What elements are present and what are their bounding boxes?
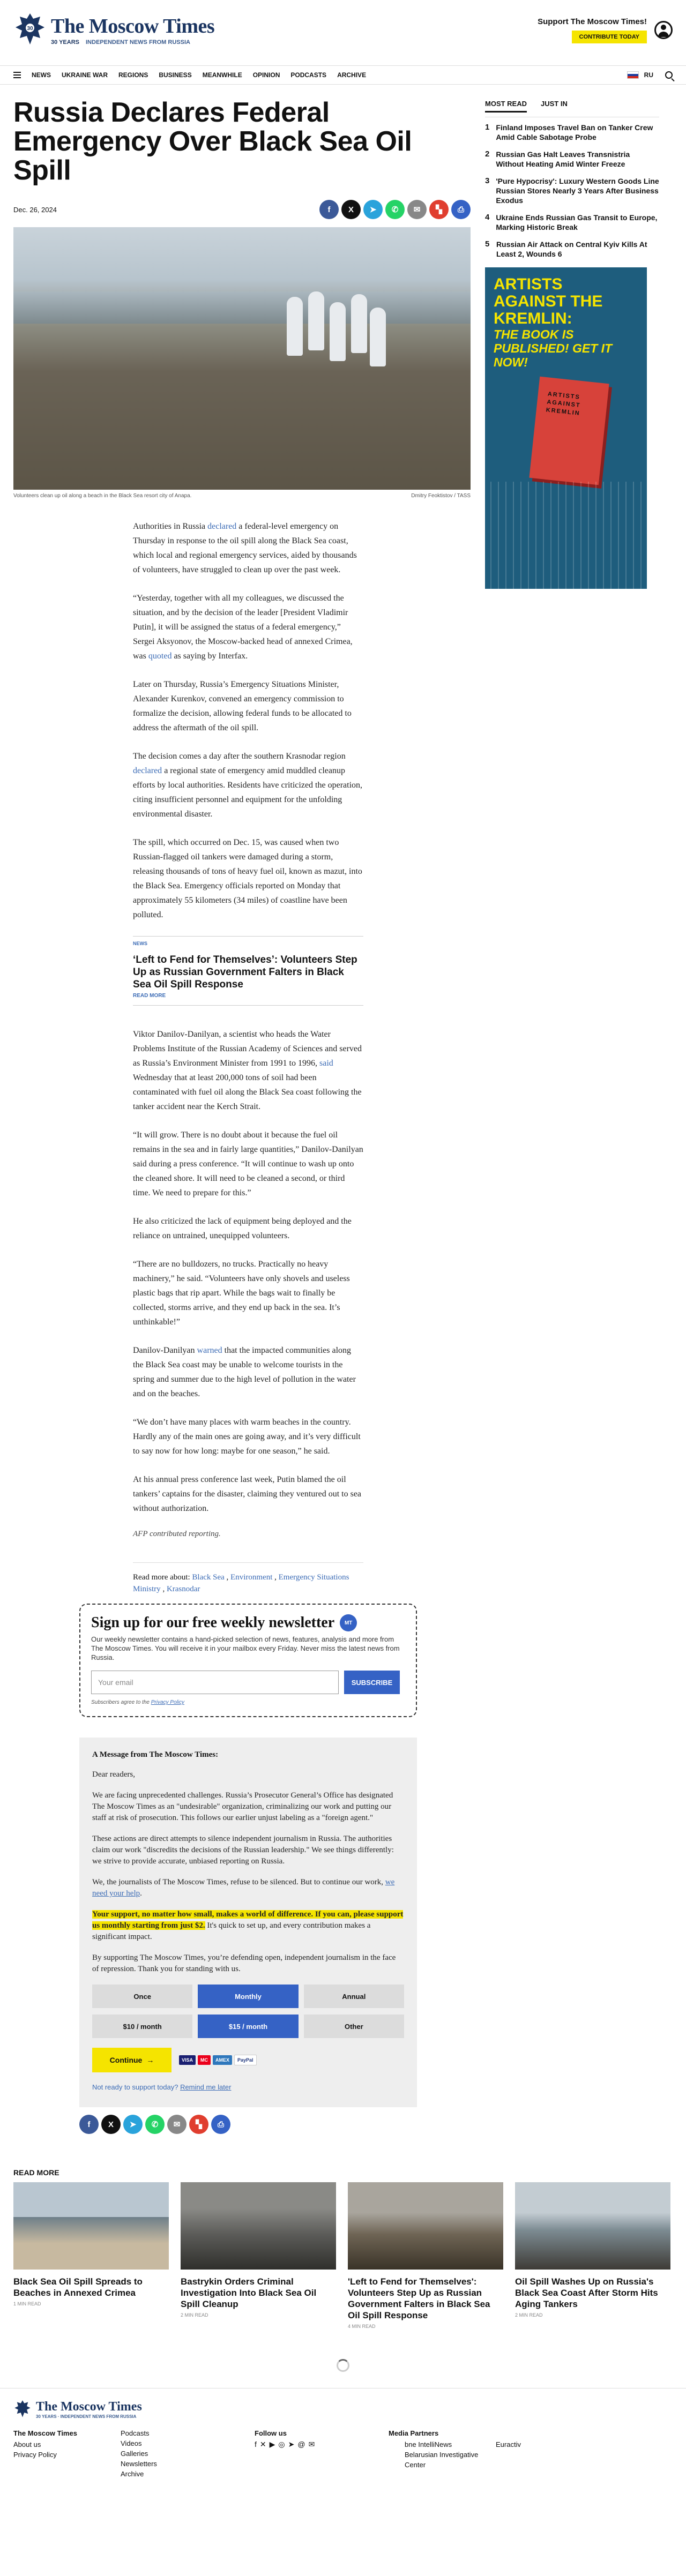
read-more-card[interactable] <box>181 2182 336 2329</box>
lang-switch[interactable]: RU <box>644 71 653 79</box>
tag-black-sea[interactable]: Black Sea <box>192 1573 225 1582</box>
whatsapp-icon[interactable]: ✆ <box>145 2115 165 2134</box>
image-caption: Volunteers clean up oil along a beach in the Black Sea resort city of Anapa. <box>13 493 192 499</box>
telegram-icon[interactable]: ➤ <box>363 200 383 219</box>
instagram-icon[interactable]: ◎ <box>278 2440 285 2448</box>
footer-link-about[interactable]: About us <box>13 2440 41 2448</box>
message-paragraph: We are facing unprecedented challenges. Russia’s Prosecutor General’s Office has designated The Moscow Times as an "undesirable" organization, criminalizing our work and putting our staff at risk of prosecution. This follows our earlier unjust labeling as a "foreign agent." <box>92 1791 393 1822</box>
need-help-link[interactable]: we need your help <box>92 1878 395 1898</box>
card-title[interactable]: 'Left to Fend for Themselves': Volunteers Step Up as Russian Government Falters in Black Sea Oil Spill Response <box>348 2277 490 2320</box>
email-icon[interactable]: ✉ <box>407 200 427 219</box>
footer-col-title: Media Partners <box>389 2429 439 2437</box>
footer-link-newsletters[interactable]: Newsletters <box>121 2460 157 2468</box>
nav-item-archive[interactable]: ARCHIVE <box>337 71 367 79</box>
freq-monthly[interactable]: Monthly <box>198 1985 298 2008</box>
paragraph: “We don’t have many places with warm beaches in the country. Hardly any of the main ones are going away, and it’s very difficult to say now for how long: maybe for one season,” he said. <box>133 1418 361 1456</box>
tag-environment[interactable]: Environment <box>230 1573 273 1582</box>
logo-title: The Moscow Times <box>51 15 215 38</box>
privacy-policy-link[interactable]: Privacy Policy <box>151 1699 184 1705</box>
amount-selector <box>92 2015 404 2038</box>
contribute-button[interactable]: CONTRIBUTE TODAY <box>572 31 647 43</box>
paragraph: The decision comes a day after the southern Krasnodar region declared a regional state of emergency amid muddled cleanup efforts by local authorities. Residents have criticized the operation, citing insufficient personnel and equipment for the unfolding environmental disaster. <box>133 752 363 819</box>
link-declared[interactable]: declared <box>207 522 237 531</box>
amount-10[interactable]: $10 / month <box>92 2015 192 2038</box>
card-meta: 4 MIN READ <box>348 2324 376 2329</box>
newsletter-desc: Our weekly newsletter contains a hand-picked selection of news, features, analysis and more from The Moscow Times. You will receive it in your mailbox every Friday. Never miss the latest news from Russia. <box>91 1635 400 1661</box>
main-nav <box>0 65 686 85</box>
flipboard-icon[interactable]: ▚ <box>189 2115 208 2134</box>
paragraph: Viktor Danilov-Danilyan, a scientist who heads the Water Problems Institute of the Russian Academy of Sciences and served as Russia’s Environment Minister from 1991 to 1996, said Wednesday that at least 200,000 tons of soil had been contaminated with fuel oil along the Black Sea coast following the tanker accident near the Kerch Strait. <box>133 1030 362 1111</box>
user-icon[interactable] <box>654 21 673 39</box>
paragraph: At his annual press conference last week, Putin blamed the oil tankers’ captains for the disaster, claiming they ventured out to sea without authorization. <box>133 1475 362 1513</box>
promo-subtitle: THE BOOK IS PUBLISHED! GET IT NOW! <box>494 327 613 369</box>
list-item[interactable]: 1 Finland Imposes Travel Ban on Tanker Crew Amid Cable Sabotage Probe <box>485 123 653 141</box>
promo-title: ARTISTS AGAINST THE KREMLIN: <box>494 275 603 327</box>
link-warned[interactable]: warned <box>197 1346 222 1355</box>
partner-belarusian[interactable]: Belarusian Investigative Center <box>405 2451 479 2469</box>
related-kicker: NEWS <box>133 941 147 946</box>
card-image <box>348 2182 503 2270</box>
youtube-icon[interactable]: ▶ <box>269 2440 275 2448</box>
freq-once[interactable]: Once <box>92 1985 192 2008</box>
menu-icon[interactable] <box>13 70 21 80</box>
email-field[interactable]: Your email <box>91 1671 339 1694</box>
sidebar <box>485 85 659 2168</box>
paypal-icon: PayPal <box>234 2055 257 2065</box>
share-bar <box>319 200 471 219</box>
footer-link-videos[interactable]: Videos <box>121 2439 142 2447</box>
facebook-icon[interactable]: f <box>79 2115 99 2134</box>
newsletter-title: Sign up for our free weekly newsletter <box>91 1614 335 1631</box>
visa-icon: VISA <box>179 2055 196 2065</box>
card-meta: 1 MIN READ <box>13 2301 41 2307</box>
x-icon[interactable]: ✕ <box>259 2440 266 2448</box>
eagle-logo-icon <box>13 11 47 49</box>
freq-annual[interactable]: Annual <box>304 1985 404 2008</box>
card-title[interactable]: Black Sea Oil Spill Spreads to Beaches in Annexed Crimea <box>13 2277 143 2298</box>
facebook-icon[interactable]: f <box>255 2440 257 2448</box>
kremlin-illustration <box>490 482 642 589</box>
footer-link-podcasts[interactable]: Podcasts <box>121 2429 150 2437</box>
message-paragraph: These actions are direct attempts to silence independent journalism in Russia. The authorities claim our work "discredits the decisions of the Russian leadership." We see things differently: we strive to provide accurate, unbiased reporting on Russia. <box>92 1834 394 1866</box>
tab-just-in[interactable]: JUST IN <box>541 100 568 108</box>
footer-logo[interactable] <box>13 2399 673 2420</box>
tab-most-read[interactable]: MOST READ <box>485 100 527 113</box>
paragraph: “It will grow. There is no doubt about it because the fuel oil remains in the sea and in fairly large quantities,” Danilov-Danilyan said during a press conference. “It will continue to wash up onto the cleaned shore. It will need to be cleaned a second, or third time. We need to prepare for this.” <box>133 1130 363 1197</box>
threads-icon[interactable]: @ <box>297 2440 305 2448</box>
russia-flag-icon[interactable] <box>627 71 639 79</box>
facebook-icon[interactable]: f <box>319 200 339 219</box>
message-greeting: Dear readers, <box>92 1770 135 1779</box>
paragraph: Authorities in Russia declared a federal-level emergency on Thursday in response to the oil spill along the Black Sea coast, which local and regional emergency services, aided by thousands of volunteers, have struggled to clean up over the past week. <box>133 522 357 574</box>
read-more-section <box>0 2168 686 2372</box>
footer-link-archive[interactable]: Archive <box>121 2470 144 2478</box>
read-more-card[interactable] <box>348 2182 503 2329</box>
nav-item-podcasts[interactable]: PODCASTS <box>290 71 327 79</box>
message-paragraph: Your support, no matter how small, makes a world of difference. If you can, please support us monthly starting from just $2. It's quick to set up, and every contribution makes a significant impact. <box>92 1910 404 1941</box>
print-icon[interactable]: ⎙ <box>451 200 471 219</box>
article-headline: Russia Declares Federal Emergency Over Black Sea Oil Spill <box>13 97 412 186</box>
card-meta: 2 MIN READ <box>515 2312 543 2318</box>
footer-logo-title: The Moscow Times <box>36 2400 142 2414</box>
x-icon[interactable]: X <box>101 2115 121 2134</box>
link-said[interactable]: said <box>319 1059 333 1068</box>
flipboard-icon[interactable]: ▚ <box>429 200 449 219</box>
paragraph: He also criticized the lack of equipment being deployed and the reliance on untrained, unequipped volunteers. <box>133 1217 352 1240</box>
site-footer <box>0 2388 686 2479</box>
card-image <box>181 2182 336 2270</box>
amex-icon: AMEX <box>213 2055 232 2065</box>
mastercard-icon: MC <box>198 2055 211 2065</box>
list-item[interactable]: 3 'Pure Hypocrisy': Luxury Western Goods Line Russian Stores Nearly 3 Years After Business Exodus <box>485 176 659 205</box>
footer-logo-tagline: 30 YEARS · INDEPENDENT NEWS FROM RUSSIA <box>36 2414 137 2419</box>
image-credit: Dmitry Feoktistov / TASS <box>411 493 471 499</box>
tag-krasnodar[interactable]: Krasnodar <box>166 1585 200 1593</box>
card-image <box>13 2182 169 2270</box>
paragraph: “There are no bulldozers, no trucks. Practically no heavy machinery,” he said. “Volunteers have only shovels and useless plastic bags that rip apart. While the bags wait to finally be collected, storms arrive, and they end up back in the sea. It’s unthinkable!” <box>133 1260 350 1327</box>
whatsapp-icon[interactable]: ✆ <box>385 200 405 219</box>
read-more-title: READ MORE <box>13 2168 59 2177</box>
card-title[interactable]: Bastrykin Orders Criminal Investigation Into Black Sea Oil Spill Cleanup <box>181 2277 317 2309</box>
hero-image <box>13 227 471 490</box>
amount-15[interactable]: $15 / month <box>198 2015 298 2038</box>
message-title: A Message from The Moscow Times: <box>92 1750 219 1759</box>
support-label: Support The Moscow Times! <box>538 17 647 26</box>
card-title[interactable]: Oil Spill Washes Up on Russia's Black Sea Coast After Storm Hits Aging Tankers <box>515 2277 658 2309</box>
list-item[interactable]: 4 Ukraine Ends Russian Gas Transit to Europe, Marking Historic Break <box>485 213 658 231</box>
loading-spinner-icon <box>337 2359 349 2372</box>
message-paragraph: By supporting The Moscow Times, you’re defending open, independent journalism in the face of repression. Thank you for standing with us. <box>92 1953 396 1973</box>
eagle-logo-icon <box>13 2399 32 2420</box>
nav-item-ukraine-war[interactable]: UKRAINE WAR <box>62 71 108 79</box>
remind-later-link[interactable]: Remind me later <box>180 2083 232 2091</box>
nav-item-regions[interactable]: REGIONS <box>118 71 148 79</box>
article-credit: AFP contributed reporting. <box>133 1530 221 1538</box>
paragraph: Danilov-Danilyan warned that the impacted communities along the Black Sea coast may be unable to welcome tourists in the spring and summer due to the high level of pollution in the water and on the beaches. <box>133 1346 356 1398</box>
search-icon[interactable] <box>665 71 673 79</box>
partner-bne[interactable]: bne IntelliNews <box>405 2440 452 2448</box>
frequency-selector <box>92 1985 404 2008</box>
footer-col-title: Follow us <box>255 2429 287 2437</box>
related-read-more[interactable]: READ MORE <box>133 993 166 999</box>
logo-tagline: INDEPENDENT NEWS FROM RUSSIA <box>86 39 190 46</box>
arrow-right-icon: → <box>146 2056 154 2064</box>
most-read-list <box>485 123 659 259</box>
telegram-icon[interactable]: ➤ <box>288 2440 295 2448</box>
nav-item-meanwhile[interactable]: MEANWHILE <box>202 71 242 79</box>
newsletter-note: Subscribers agree to the Privacy Policy <box>91 1699 184 1705</box>
subscribe-button[interactable]: SUBSCRIBE <box>344 1671 400 1694</box>
footer-col-title: The Moscow Times <box>13 2429 77 2437</box>
payment-cards <box>179 2055 257 2065</box>
paragraph: “Yesterday, together with all my colleagues, we discussed the situation, and by the decision of the leader [President Vladimir Putin], it will be assigned the status of a federal emergency,” Sergei Aksyonov, the Moscow-backed head of annexed Crimea, was quoted as saying by Interfax. <box>133 594 353 661</box>
list-item[interactable]: 2 Russian Gas Halt Leaves Transnistria Without Heating Amid Winter Freeze <box>485 149 630 168</box>
site-header <box>0 0 686 85</box>
footer-link-galleries[interactable]: Galleries <box>121 2450 148 2458</box>
tags-row: Read more about: Black Sea , Environment , Emergency Situations Ministry , Krasnodar <box>133 1562 363 1595</box>
related-article[interactable] <box>133 936 363 1006</box>
link-declared-regional[interactable]: declared <box>133 766 162 775</box>
amount-other[interactable]: Other <box>304 2015 404 2038</box>
share-bar-bottom <box>79 2115 363 2134</box>
print-icon[interactable]: ⎙ <box>211 2115 230 2134</box>
card-image <box>515 2182 670 2270</box>
list-item[interactable]: 5 Russian Air Attack on Central Kyiv Kills At Least 2, Wounds 6 <box>485 239 647 258</box>
nav-item-business[interactable]: BUSINESS <box>159 71 192 79</box>
support-message <box>79 1738 417 2107</box>
nav-item-opinion[interactable]: OPINION <box>252 71 280 79</box>
newsletter-box <box>79 1604 417 1717</box>
book-promo-banner[interactable] <box>485 267 647 589</box>
logo-years: 30 YEARS <box>51 39 79 46</box>
site-logo[interactable] <box>13 11 214 49</box>
article-body <box>87 519 404 2134</box>
tag-emergency-ministry[interactable]: Emergency Situations Ministry <box>133 1573 349 1593</box>
continue-button[interactable]: Continue → <box>92 2048 172 2072</box>
article-date: Dec. 26, 2024 <box>13 205 57 214</box>
svg-text:30: 30 <box>27 26 33 32</box>
read-more-card[interactable] <box>515 2182 670 2329</box>
x-icon[interactable]: X <box>341 200 361 219</box>
partner-euractiv[interactable]: Euractiv <box>496 2440 521 2448</box>
book-cover: ARTISTS AGAINST KREMLIN <box>529 377 609 485</box>
card-meta: 2 MIN READ <box>181 2312 208 2318</box>
link-quoted[interactable]: quoted <box>148 652 172 661</box>
telegram-icon[interactable]: ➤ <box>123 2115 143 2134</box>
mt-badge-icon: MT <box>340 1614 357 1631</box>
related-title[interactable]: ‘Left to Fend for Themselves’: Volunteers Step Up as Russian Government Falters in Black Sea Oil Spill Response <box>133 954 357 990</box>
not-ready-row: Not ready to support today? Remind me later <box>92 2083 232 2091</box>
tags-label: Read more about: <box>133 1573 190 1582</box>
footer-link-privacy[interactable]: Privacy Policy <box>13 2451 57 2459</box>
paragraph: Later on Thursday, Russia’s Emergency Situations Minister, Alexander Kurenkov, convened an emergency commission to formalize the decision, allowing federal funds to be allocated to address the aftermath of the oil spill. <box>133 680 352 732</box>
message-paragraph: We, the journalists of The Moscow Times, refuse to be silenced. But to continue our work, we need your help. <box>92 1878 395 1898</box>
article-main <box>13 85 471 2168</box>
paragraph: The spill, which occurred on Dec. 15, was caused when two Russian-flagged oil tankers were damaged during a storm, releasing thousands of tons of heavy fuel oil, known as mazut, into the Black Sea. Emergency officials reported on Monday that approximately 55 kilometers (34 miles) of coastline have been polluted. <box>133 838 362 919</box>
read-more-card[interactable] <box>13 2182 169 2329</box>
nav-item-news[interactable]: NEWS <box>32 71 51 79</box>
mail-icon[interactable]: ✉ <box>308 2440 315 2448</box>
email-icon[interactable]: ✉ <box>167 2115 187 2134</box>
